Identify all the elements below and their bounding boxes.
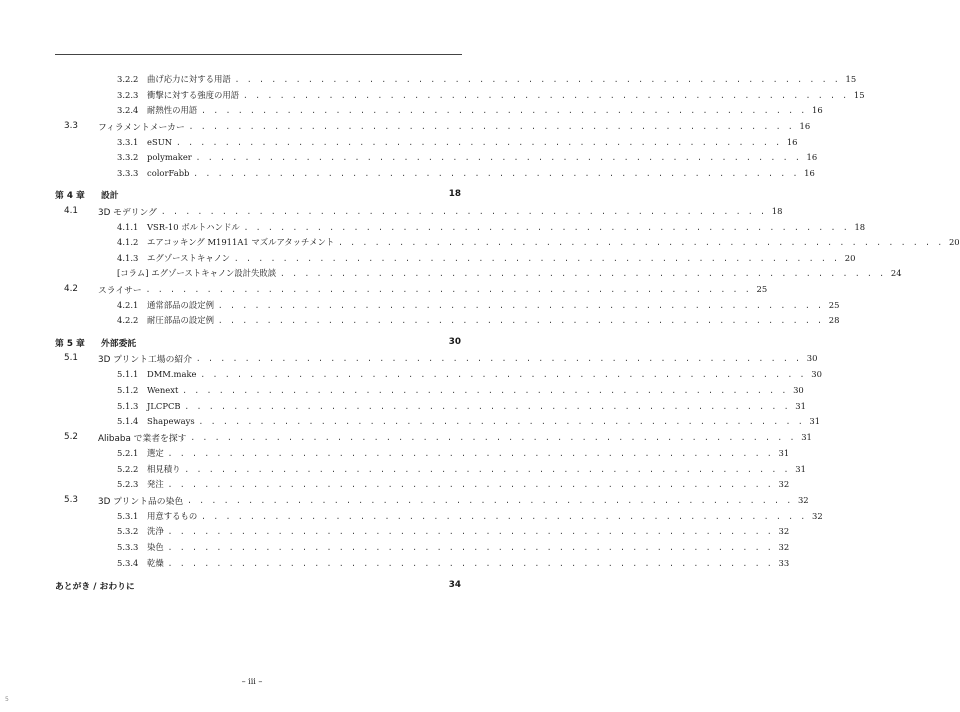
toc-entry-title: 耐圧部品の設定例	[147, 315, 214, 325]
toc-entry-title: 乾燥	[147, 558, 164, 568]
toc-leader-dots: . . . . . . . . . . . . . . . . . . . . . . . . . . . . . . . . . . . . . . . . . . . . . . . . . .	[188, 121, 795, 131]
toc-entry-title: 染色	[147, 542, 164, 552]
toc-leader-dots: . . . . . . . . . . . . . . . . . . . . . . . . . . . . . . . . . . . . . . . . . . . . . . . . . .	[200, 369, 806, 379]
toc-page-number: 30	[448, 337, 461, 347]
toc-leader-dots: . . . . . . . . . . . . . . . . . . . . . . . . . . . . . . . . . . . . . . . . . . . . . . . . . .	[167, 558, 774, 568]
toc-entry-number: 5.2.3	[117, 479, 139, 489]
toc-page-number: 32	[778, 479, 790, 489]
toc-entry-title: スライサー	[98, 285, 142, 296]
toc-entry-title: 衝撃に対する強度の用語	[147, 90, 240, 100]
toc-leader-dots: . . . . . . . . . . . . . . . . . . . . . . . . . . . . . . . . . . . . . . . . . . . . . . . . . .	[167, 526, 774, 536]
toc-subsection-row[interactable]	[117, 234, 960, 250]
toc-page-number: 30	[806, 353, 818, 363]
toc-entry-number: 3.2.3	[117, 90, 139, 100]
toc-entry-title: エアコッキング M1911A1 マズルアタッチメント	[147, 237, 335, 247]
page-number-footer: – iii –	[241, 677, 263, 686]
toc-leader-dots: . . . . . . . . . . . . . . . . . . . . . . . . . . . . . . . . . . . . . . . . . . . . . . . . . .	[243, 90, 849, 100]
toc-page-number: 15	[853, 90, 865, 100]
toc-entry-title: Shapeways	[147, 416, 195, 426]
toc-subsection-row[interactable]	[117, 555, 790, 571]
toc-entry-number: 4.1.1	[117, 222, 139, 232]
toc-subsection-row[interactable]	[117, 165, 815, 181]
toc-subsection-row[interactable]	[117, 149, 818, 165]
toc-entry-title: eSUN	[147, 137, 173, 147]
toc-page-number: 18	[771, 206, 783, 216]
toc-entry-title: 選定	[147, 448, 164, 458]
toc-leader-dots: . . . . . . . . . . . . . . . . . . . . . . . . . . . . . . . . . . . . . . . . . . . . . . . . . .	[145, 284, 752, 294]
toc-subsection-row[interactable]	[117, 461, 806, 477]
toc-entry-title: Alibaba で業者を探す	[98, 433, 187, 444]
toc-entry-title: 用意するもの	[147, 511, 198, 521]
toc-entry-number: 5.3.1	[117, 511, 139, 521]
toc-entry-number: 4.1.2	[117, 237, 139, 247]
toc-page-number: 18	[854, 222, 866, 232]
margin-mark: 5	[5, 696, 9, 703]
toc-leader-dots: . . . . . . . . . . . . . . . . . . . . . . . . . . . . . . . . . . . . . . . . . . . . . . . . . .	[190, 432, 796, 442]
toc-leader-dots: . . . . . . . . . . . . . . . . . . . . . . . . . . . . . . . . . . . . . . . . . . . . . . . . . .	[196, 353, 802, 363]
toc-leader-dots: . . . . . . . . . . . . . . . . . . . . . . . . . . . . . . . . . . . . . . . . . . . . . . . . . .	[195, 152, 802, 162]
toc-page-number: 31	[801, 432, 812, 442]
toc-page-number: 33	[778, 558, 790, 568]
toc-subsection-row[interactable]	[117, 523, 790, 539]
toc-entry-number: 第 4 章	[55, 190, 85, 201]
toc-subsection-row[interactable]	[117, 539, 790, 555]
toc-entry-number: 5.3.4	[117, 558, 139, 568]
toc-entry-number: 4.1	[64, 206, 78, 216]
toc-chapter-row[interactable]	[55, 577, 461, 593]
toc-entry-number: 4.2.1	[117, 300, 139, 310]
toc-entry-number: 5.2.1	[117, 448, 139, 458]
toc-entry-number: 5.1.1	[117, 369, 139, 379]
toc-page-number: 20	[948, 237, 960, 247]
toc-page-number: 25	[756, 284, 768, 294]
toc-subsection-row[interactable]	[117, 312, 840, 328]
toc-leader-dots: . . . . . . . . . . . . . . . . . . . . . . . . . . . . . . . . . . . . . . . . . . . . . . . . . .	[234, 253, 840, 263]
toc-leader-dots: . . . . . . . . . . . . . . . . . . . . . . . . . . . . . . . . . . . . . . . . . . . . . . . . . .	[280, 268, 886, 278]
toc-leader-dots: . . . . . . . . . . . . . . . . . . . . . . . . . . . . . . . . . . . . . . . . . . . . . . . . . .	[201, 511, 807, 521]
toc-entry-number: 3.3.1	[117, 137, 139, 147]
toc-subsection-row[interactable]	[117, 102, 823, 118]
toc-page-number: 32	[778, 526, 790, 536]
toc-section-row[interactable]	[64, 350, 818, 366]
toc-section-row[interactable]	[64, 281, 768, 297]
toc-entry-title: フィラメントメーカー	[98, 122, 185, 133]
toc-page-number: 16	[812, 105, 823, 115]
toc-leader-dots: . . . . . . . . . . . . . . . . . . . . . . . . . . . . . . . . . . . . . . . . . . . . . . . . . .	[167, 542, 774, 552]
toc-page-number: 16	[786, 137, 798, 147]
toc-entry-title: 発注	[147, 479, 164, 489]
toc-leader-dots: . . . . . . . . . . . . . . . . . . . . . . . . . . . . . . . . . . . . . . . . . . . . . . . . . .	[218, 315, 824, 325]
toc-entry-number: 5.1.4	[117, 416, 139, 426]
toc-entry-title: 相見積り	[147, 464, 181, 474]
toc-entry-title: 3D プリント品の染色	[98, 496, 184, 507]
toc-page-number: 16	[804, 168, 815, 178]
toc-page-number: 15	[845, 74, 857, 84]
toc-entry-number: 3.2.4	[117, 105, 139, 115]
toc-page-number: 30	[793, 385, 804, 395]
toc-entry-number: 5.3.3	[117, 542, 139, 552]
toc-entry-number: 4.1.3	[117, 253, 139, 263]
toc-page-number: 31	[809, 416, 821, 426]
toc-leader-dots: . . . . . . . . . . . . . . . . . . . . . . . . . . . . . . . . . . . . . . . . . . . . . . . . . .	[243, 222, 850, 232]
toc-entry-title: colorFabb	[147, 168, 190, 178]
toc-subsection-row[interactable]	[117, 413, 821, 429]
toc-leader-dots: . . . . . . . . . . . . . . . . . . . . . . . . . . . . . . . . . . . . . . . . . . . . . . . . . .	[201, 105, 807, 115]
toc-entry-title: 曲げ応力に対する用語	[147, 74, 231, 84]
toc-leader-dots: . . . . . . . . . . . . . . . . . . . . . . . . . . . . . . . . . . . . . . . . . . . . . . . . . .	[234, 74, 841, 84]
toc-page-number: 31	[795, 401, 806, 411]
toc-page-number: 16	[806, 152, 818, 162]
toc-entry-number: 5.1.2	[117, 385, 139, 395]
toc-entry-title: 耐熱性の用語	[147, 105, 198, 115]
toc-leader-dots: . . . . . . . . . . . . . . . . . . . . . . . . . . . . . . . . . . . . . . . . . . . . . . . . . .	[176, 137, 782, 147]
toc-subsection-row[interactable]	[117, 250, 856, 266]
toc-leader-dots: . . . . . . . . . . . . . . . . . . . . . . . . . . . . . . . . . . . . . . . . . . . . . . . . . .	[198, 416, 805, 426]
toc-subsection-row[interactable]	[117, 297, 840, 313]
toc-entry-number: 5.1	[64, 353, 78, 363]
toc-subsection-row[interactable]	[117, 508, 823, 524]
toc-subsection-row[interactable]	[117, 445, 790, 461]
toc-page-number: 24	[890, 268, 902, 278]
toc-leader-dots: . . . . . . . . . . . . . . . . . . . . . . . . . . . . . . . . . . . . . . . . . . . . . . . . . .	[167, 479, 774, 489]
toc-page-number: 32	[812, 511, 823, 521]
toc-chapter-row[interactable]	[55, 334, 461, 350]
toc-subsection-row[interactable]	[117, 71, 857, 87]
toc-leader-dots: . . . . . . . . . . . . . . . . . . . . . . . . . . . . . . . . . . . . . . . . . . . . . . . . . .	[218, 300, 824, 310]
toc-entry-number: 4.2.2	[117, 315, 139, 325]
toc-entry-title: polymaker	[147, 152, 192, 162]
toc-entry-title: 外部委託	[101, 338, 137, 349]
toc-entry-title: VSR-10 ボルトハンドル	[147, 222, 240, 232]
toc-entry-title: 3D モデリング	[98, 207, 157, 218]
toc-entry-title: Wenext	[147, 385, 179, 395]
toc-subsection-row[interactable]	[117, 134, 798, 150]
toc-leader-dots: . . . . . . . . . . . . . . . . . . . . . . . . . . . . . . . . . . . . . . . . . . . . . . . . . .	[184, 464, 790, 474]
toc-entry-title: エグゾーストキャノン	[147, 253, 230, 263]
toc-entry-number: 5.2.2	[117, 464, 139, 474]
toc-entry-title: 3D プリント工場の紹介	[98, 354, 192, 365]
toc-leader-dots: . . . . . . . . . . . . . . . . . . . . . . . . . . . . . . . . . . . . . . . . . . . . . . . . . .	[182, 385, 788, 395]
toc-page-number: 28	[828, 315, 840, 325]
toc-entry-title: あとがき / おわりに	[55, 581, 135, 592]
toc-entry-number: 5.3	[64, 495, 78, 505]
toc-subsection-row[interactable]	[117, 219, 866, 235]
toc-entry-number: 3.3.3	[117, 168, 139, 178]
toc-page-number: 18	[448, 189, 461, 199]
toc-page-number: 31	[795, 464, 806, 474]
toc-entry-title: 洗浄	[147, 526, 164, 536]
toc-entry-title: 設計	[101, 190, 119, 201]
toc-entry-number: 4.2	[64, 284, 78, 294]
toc-subsection-row[interactable]	[117, 366, 822, 382]
toc-leader-dots: . . . . . . . . . . . . . . . . . . . . . . . . . . . . . . . . . . . . . . . . . . . . . . . . . .	[193, 168, 799, 178]
toc-page-number: 32	[778, 542, 790, 552]
toc-subsection-row[interactable]	[117, 476, 790, 492]
toc-page-number: 25	[828, 300, 840, 310]
toc-entry-number: 3.3.2	[117, 152, 139, 162]
toc-page-number: 34	[448, 580, 461, 590]
toc-entry-title: DMM.make	[147, 369, 197, 379]
header-rule	[55, 54, 462, 55]
toc-entry-number: 3.2.2	[117, 74, 139, 84]
toc-leader-dots: . . . . . . . . . . . . . . . . . . . . . . . . . . . . . . . . . . . . . . . . . . . . . . . . . .	[187, 495, 793, 505]
toc-entry-title: 通常部品の設定例	[147, 300, 214, 310]
toc-entry-number: 5.3.2	[117, 526, 139, 536]
toc-entry-number: 第 5 章	[55, 338, 85, 349]
toc-page-number: 32	[797, 495, 809, 505]
toc-page-number: 30	[811, 369, 822, 379]
toc-subsection-row[interactable]	[117, 265, 902, 281]
toc-leader-dots: . . . . . . . . . . . . . . . . . . . . . . . . . . . . . . . . . . . . . . . . . . . . . . . . . .	[167, 448, 774, 458]
toc-page-number: 31	[778, 448, 790, 458]
toc-section-row[interactable]	[64, 203, 783, 219]
toc-leader-dots: . . . . . . . . . . . . . . . . . . . . . . . . . . . . . . . . . . . . . . . . . . . . . . . . . .	[160, 206, 767, 216]
toc-subsection-row[interactable]	[117, 87, 865, 103]
toc-page-number: 16	[799, 121, 811, 131]
toc-entry-number: 3.3	[64, 121, 78, 131]
toc-leader-dots: . . . . . . . . . . . . . . . . . . . . . . . . . . . . . . . . . . . . . . . . . . . . . . . . . .	[184, 401, 790, 411]
toc-entry-number: 5.2	[64, 432, 78, 442]
toc-entry-number: 5.1.3	[117, 401, 139, 411]
toc-leader-dots: . . . . . . . . . . . . . . . . . . . . . . . . . . . . . . . . . . . . . . . . . . . . . . . . . .	[338, 237, 944, 247]
toc-page-number: 20	[844, 253, 856, 263]
toc-section-row[interactable]	[64, 118, 811, 134]
toc-chapter-row[interactable]	[55, 186, 461, 202]
toc-subsection-row[interactable]	[117, 398, 806, 414]
toc-entry-title: JLCPCB	[147, 401, 181, 411]
toc-section-row[interactable]	[64, 492, 809, 508]
toc-entry-title: [コラム] エグゾーストキャノン設計失敗談	[117, 268, 277, 278]
toc-subsection-row[interactable]	[117, 382, 804, 398]
toc-section-row[interactable]	[64, 429, 812, 445]
